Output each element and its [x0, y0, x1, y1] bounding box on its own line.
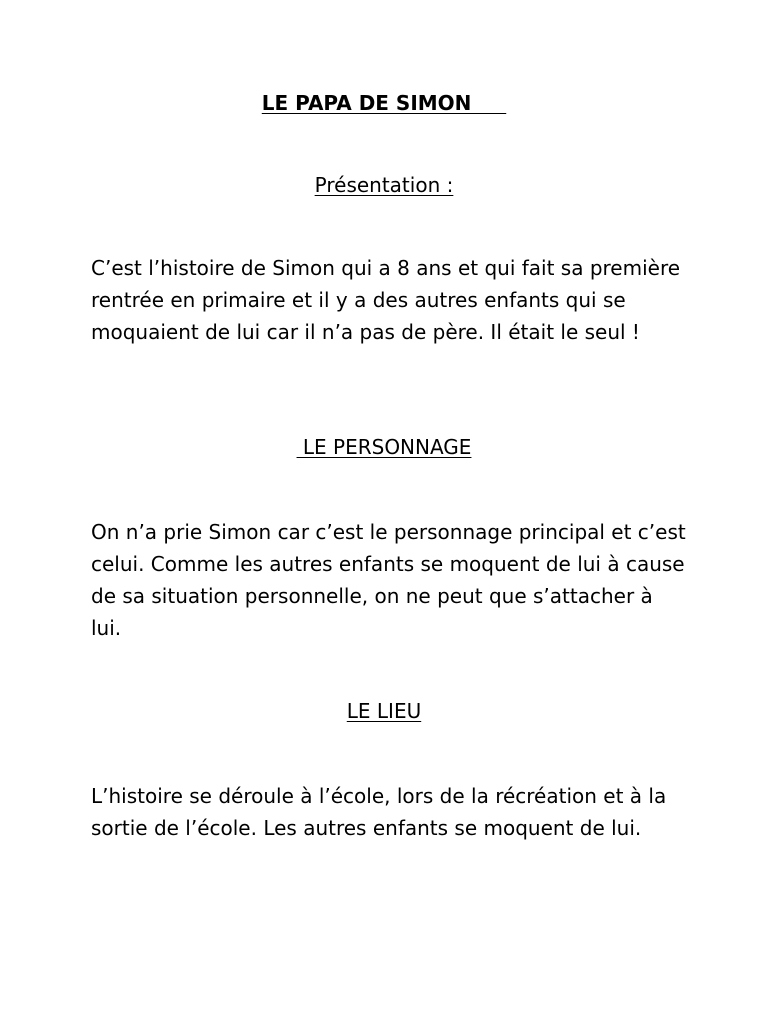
section-paragraph-presentation: C’est l’histoire de Simon qui a 8 ans et qui fait sa première rentrée en primaire et il y a des autres enfants qui se moquaient de lui car il n’a pas de père. Il était le seul ! [91, 256, 681, 344]
section-heading-presentation: Présentation : [314, 173, 454, 197]
section-paragraph-personnage: On n’a prie Simon car c’est le personnage principal et c’est celui. Comme les autres enfants se moquent de lui à cause de sa situation personnelle, on ne peut que s’attacher à lui. [91, 520, 686, 640]
document-title: LE PAPA DE SIMON [261, 91, 507, 115]
section-heading-personnage: LE PERSONNAGE [296, 435, 472, 459]
section-paragraph-lieu: L’histoire se déroule à l’école, lors de la récréation et à la sortie de l’école. Les autres enfants se moquent de lui. [91, 784, 667, 840]
section-heading-lieu: LE LIEU [346, 699, 422, 723]
